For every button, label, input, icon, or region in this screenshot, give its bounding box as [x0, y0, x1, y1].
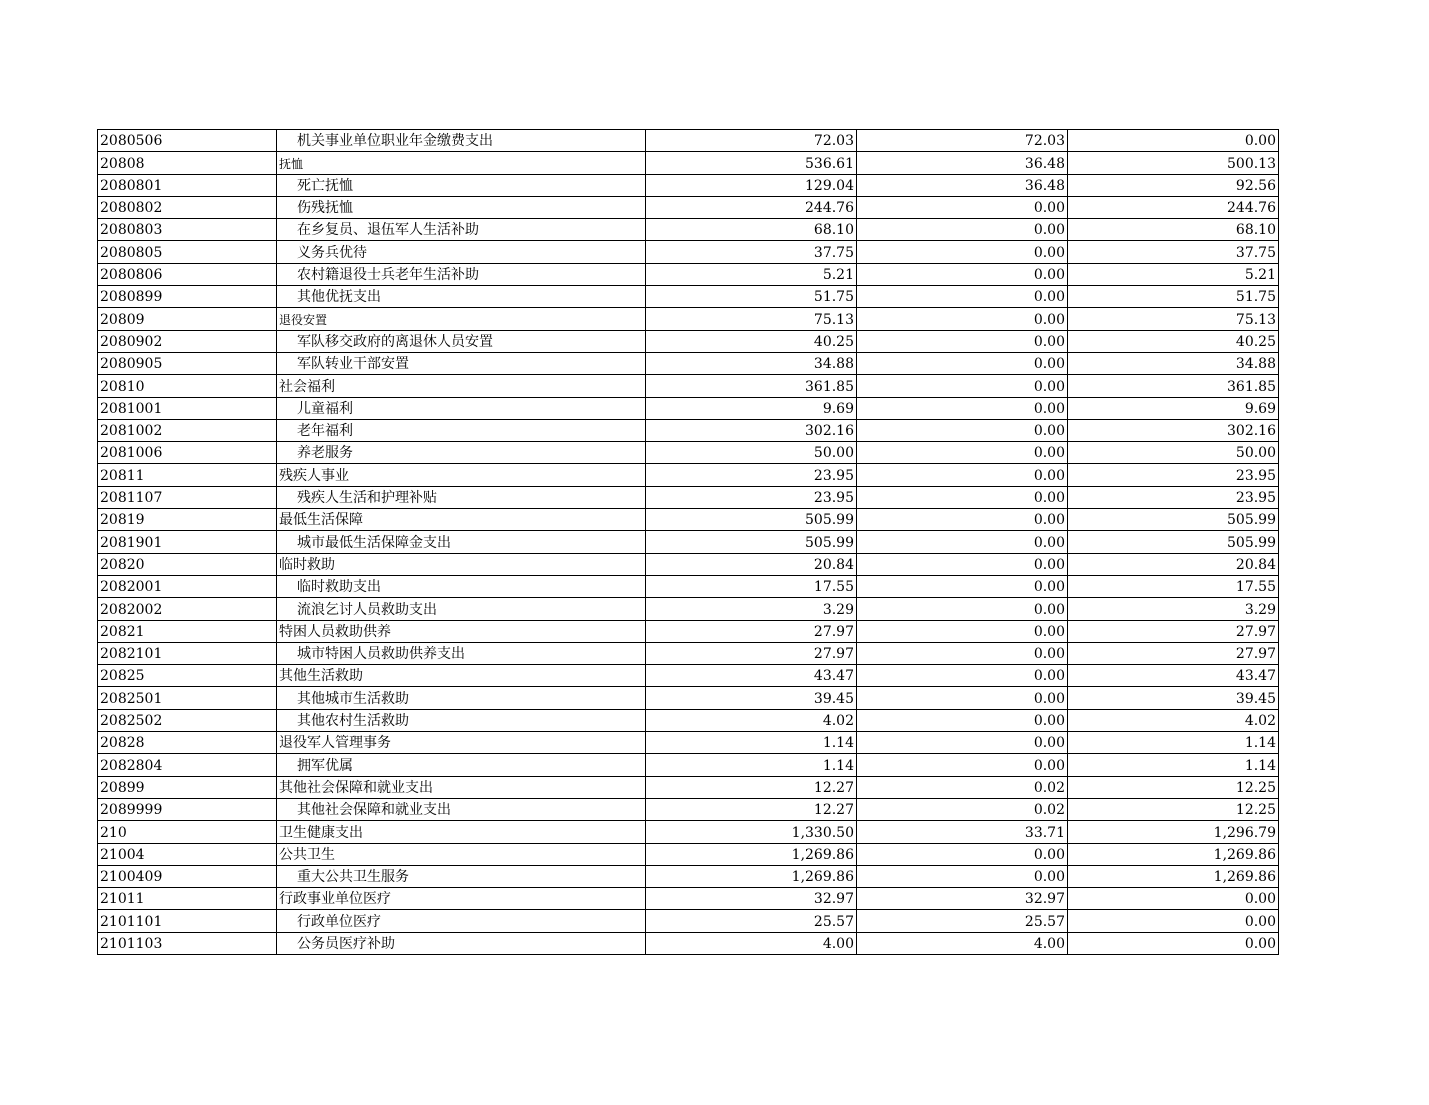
- project-expenditure-cell: 1.14: [1068, 754, 1279, 776]
- subject-name-cell: 军队转业干部安置: [277, 352, 646, 374]
- basic-expenditure-cell: 0.00: [857, 352, 1068, 374]
- subject-code-cell: 20825: [98, 665, 277, 687]
- subject-name-cell: 社会福利: [277, 375, 646, 397]
- basic-expenditure-cell: 0.00: [857, 375, 1068, 397]
- subject-name-cell: 最低生活保障: [277, 509, 646, 531]
- table-row: [98, 174, 1279, 196]
- basic-expenditure-cell: 0.02: [857, 798, 1068, 820]
- subject-name-cell: 临时救助支出: [277, 575, 646, 597]
- project-expenditure-cell: 37.75: [1068, 241, 1279, 263]
- subject-code-cell: 2080802: [98, 196, 277, 218]
- basic-expenditure-cell: 0.00: [857, 397, 1068, 419]
- basic-expenditure-cell: 0.00: [857, 843, 1068, 865]
- basic-expenditure-cell: 4.00: [857, 932, 1068, 954]
- table-row: [98, 598, 1279, 620]
- project-expenditure-cell: 39.45: [1068, 687, 1279, 709]
- subject-code-cell: 20819: [98, 509, 277, 531]
- table-row: [98, 687, 1279, 709]
- subject-name-cell: 其他优抚支出: [277, 286, 646, 308]
- project-expenditure-cell: 27.97: [1068, 620, 1279, 642]
- subject-code-cell: 20808: [98, 152, 277, 174]
- basic-expenditure-cell: 25.57: [857, 910, 1068, 932]
- subject-code-cell: 2082501: [98, 687, 277, 709]
- table-row: [98, 308, 1279, 330]
- total-amount-cell: 1.14: [646, 754, 857, 776]
- project-expenditure-cell: 1,296.79: [1068, 821, 1279, 843]
- basic-expenditure-cell: 0.00: [857, 620, 1068, 642]
- table-row: [98, 442, 1279, 464]
- total-amount-cell: 23.95: [646, 464, 857, 486]
- basic-expenditure-cell: 72.03: [857, 130, 1068, 152]
- subject-name-cell: 行政单位医疗: [277, 910, 646, 932]
- project-expenditure-cell: 0.00: [1068, 910, 1279, 932]
- table-row: [98, 776, 1279, 798]
- subject-name-cell: 其他社会保障和就业支出: [277, 798, 646, 820]
- subject-code-cell: 2089999: [98, 798, 277, 820]
- basic-expenditure-cell: 0.00: [857, 865, 1068, 887]
- subject-code-cell: 20828: [98, 732, 277, 754]
- subject-code-cell: 20811: [98, 464, 277, 486]
- total-amount-cell: 505.99: [646, 531, 857, 553]
- project-expenditure-cell: 500.13: [1068, 152, 1279, 174]
- basic-expenditure-cell: 0.00: [857, 196, 1068, 218]
- basic-expenditure-cell: 0.00: [857, 553, 1068, 575]
- subject-code-cell: 2101101: [98, 910, 277, 932]
- project-expenditure-cell: 43.47: [1068, 665, 1279, 687]
- total-amount-cell: 12.27: [646, 776, 857, 798]
- basic-expenditure-cell: 0.00: [857, 442, 1068, 464]
- table-row: [98, 709, 1279, 731]
- table-row: [98, 732, 1279, 754]
- subject-code-cell: 20810: [98, 375, 277, 397]
- basic-expenditure-cell: 0.00: [857, 241, 1068, 263]
- subject-code-cell: 2081901: [98, 531, 277, 553]
- table-row: [98, 553, 1279, 575]
- project-expenditure-cell: 40.25: [1068, 330, 1279, 352]
- table-row: [98, 241, 1279, 263]
- subject-name-cell: 临时救助: [277, 553, 646, 575]
- table-row: [98, 665, 1279, 687]
- total-amount-cell: 536.61: [646, 152, 857, 174]
- table-row: [98, 464, 1279, 486]
- project-expenditure-cell: 9.69: [1068, 397, 1279, 419]
- total-amount-cell: 37.75: [646, 241, 857, 263]
- project-expenditure-cell: 1,269.86: [1068, 865, 1279, 887]
- project-expenditure-cell: 302.16: [1068, 419, 1279, 441]
- project-expenditure-cell: 23.95: [1068, 486, 1279, 508]
- table-row: [98, 575, 1279, 597]
- total-amount-cell: 32.97: [646, 888, 857, 910]
- subject-code-cell: 20821: [98, 620, 277, 642]
- total-amount-cell: 34.88: [646, 352, 857, 374]
- basic-expenditure-cell: 0.00: [857, 286, 1068, 308]
- table-row: [98, 263, 1279, 285]
- basic-expenditure-cell: 0.00: [857, 308, 1068, 330]
- table-row: [98, 286, 1279, 308]
- total-amount-cell: 68.10: [646, 219, 857, 241]
- basic-expenditure-cell: 0.00: [857, 263, 1068, 285]
- subject-code-cell: 20809: [98, 308, 277, 330]
- table-row: [98, 932, 1279, 954]
- table-row: [98, 219, 1279, 241]
- subject-code-cell: 2080506: [98, 130, 277, 152]
- total-amount-cell: 1,269.86: [646, 843, 857, 865]
- basic-expenditure-cell: 0.00: [857, 709, 1068, 731]
- project-expenditure-cell: 5.21: [1068, 263, 1279, 285]
- table-row: [98, 642, 1279, 664]
- subject-code-cell: 21011: [98, 888, 277, 910]
- total-amount-cell: 40.25: [646, 330, 857, 352]
- table-row: [98, 486, 1279, 508]
- subject-name-cell: 在乡复员、退伍军人生活补助: [277, 219, 646, 241]
- table-row: [98, 910, 1279, 932]
- table-row: [98, 754, 1279, 776]
- table-row: [98, 888, 1279, 910]
- subject-name-cell: 义务兵优待: [277, 241, 646, 263]
- project-expenditure-cell: 75.13: [1068, 308, 1279, 330]
- project-expenditure-cell: 1.14: [1068, 732, 1279, 754]
- subject-code-cell: 210: [98, 821, 277, 843]
- total-amount-cell: 43.47: [646, 665, 857, 687]
- project-expenditure-cell: 12.25: [1068, 776, 1279, 798]
- total-amount-cell: 12.27: [646, 798, 857, 820]
- project-expenditure-cell: 23.95: [1068, 464, 1279, 486]
- total-amount-cell: 51.75: [646, 286, 857, 308]
- project-expenditure-cell: 1,269.86: [1068, 843, 1279, 865]
- basic-expenditure-cell: 0.00: [857, 598, 1068, 620]
- subject-name-cell: 重大公共卫生服务: [277, 865, 646, 887]
- subject-name-cell: 军队移交政府的离退休人员安置: [277, 330, 646, 352]
- project-expenditure-cell: 505.99: [1068, 509, 1279, 531]
- basic-expenditure-cell: 0.00: [857, 531, 1068, 553]
- total-amount-cell: 27.97: [646, 620, 857, 642]
- subject-name-cell: 儿童福利: [277, 397, 646, 419]
- basic-expenditure-cell: 0.00: [857, 665, 1068, 687]
- total-amount-cell: 39.45: [646, 687, 857, 709]
- project-expenditure-cell: 68.10: [1068, 219, 1279, 241]
- subject-name-cell: 其他生活救助: [277, 665, 646, 687]
- budget-table-body: [98, 130, 1279, 955]
- subject-name-cell: 机关事业单位职业年金缴费支出: [277, 130, 646, 152]
- total-amount-cell: 129.04: [646, 174, 857, 196]
- subject-code-cell: 20820: [98, 553, 277, 575]
- subject-name-cell: 特困人员救助供养: [277, 620, 646, 642]
- subject-name-cell: 行政事业单位医疗: [277, 888, 646, 910]
- project-expenditure-cell: 34.88: [1068, 352, 1279, 374]
- table-row: [98, 196, 1279, 218]
- project-expenditure-cell: 12.25: [1068, 798, 1279, 820]
- basic-expenditure-cell: 0.00: [857, 330, 1068, 352]
- subject-code-cell: 2080805: [98, 241, 277, 263]
- basic-expenditure-cell: 0.00: [857, 464, 1068, 486]
- subject-code-cell: 2082502: [98, 709, 277, 731]
- project-expenditure-cell: 50.00: [1068, 442, 1279, 464]
- subject-name-cell: 公务员医疗补助: [277, 932, 646, 954]
- basic-expenditure-cell: 36.48: [857, 152, 1068, 174]
- subject-name-cell: 流浪乞讨人员救助支出: [277, 598, 646, 620]
- project-expenditure-cell: 51.75: [1068, 286, 1279, 308]
- subject-name-cell: 残疾人事业: [277, 464, 646, 486]
- subject-name-cell: 拥军优属: [277, 754, 646, 776]
- subject-code-cell: 2082804: [98, 754, 277, 776]
- subject-name-cell: 其他农村生活救助: [277, 709, 646, 731]
- subject-name-cell: 伤残抚恤: [277, 196, 646, 218]
- total-amount-cell: 4.00: [646, 932, 857, 954]
- project-expenditure-cell: 244.76: [1068, 196, 1279, 218]
- table-row: [98, 152, 1279, 174]
- subject-name-cell: 残疾人生活和护理补贴: [277, 486, 646, 508]
- table-row: [98, 419, 1279, 441]
- total-amount-cell: 1,330.50: [646, 821, 857, 843]
- total-amount-cell: 302.16: [646, 419, 857, 441]
- subject-name-cell: 公共卫生: [277, 843, 646, 865]
- subject-code-cell: 2080806: [98, 263, 277, 285]
- subject-code-cell: 2081107: [98, 486, 277, 508]
- total-amount-cell: 1.14: [646, 732, 857, 754]
- basic-expenditure-cell: 32.97: [857, 888, 1068, 910]
- subject-name-cell: 卫生健康支出: [277, 821, 646, 843]
- total-amount-cell: 505.99: [646, 509, 857, 531]
- total-amount-cell: 75.13: [646, 308, 857, 330]
- subject-name-cell: 死亡抚恤: [277, 174, 646, 196]
- total-amount-cell: 20.84: [646, 553, 857, 575]
- project-expenditure-cell: 27.97: [1068, 642, 1279, 664]
- subject-code-cell: 2082002: [98, 598, 277, 620]
- subject-name-cell: 退役安置: [277, 308, 646, 330]
- table-row: [98, 352, 1279, 374]
- total-amount-cell: 50.00: [646, 442, 857, 464]
- subject-name-cell: 其他社会保障和就业支出: [277, 776, 646, 798]
- subject-name-cell: 养老服务: [277, 442, 646, 464]
- total-amount-cell: 25.57: [646, 910, 857, 932]
- subject-code-cell: 2081001: [98, 397, 277, 419]
- subject-name-cell: 农村籍退役士兵老年生活补助: [277, 263, 646, 285]
- project-expenditure-cell: 3.29: [1068, 598, 1279, 620]
- basic-expenditure-cell: 0.00: [857, 754, 1068, 776]
- subject-name-cell: 退役军人管理事务: [277, 732, 646, 754]
- subject-code-cell: 2080899: [98, 286, 277, 308]
- total-amount-cell: 244.76: [646, 196, 857, 218]
- subject-code-cell: 2081006: [98, 442, 277, 464]
- basic-expenditure-cell: 33.71: [857, 821, 1068, 843]
- total-amount-cell: 23.95: [646, 486, 857, 508]
- project-expenditure-cell: 361.85: [1068, 375, 1279, 397]
- project-expenditure-cell: 505.99: [1068, 531, 1279, 553]
- table-row: [98, 865, 1279, 887]
- project-expenditure-cell: 4.02: [1068, 709, 1279, 731]
- subject-name-cell: 城市最低生活保障金支出: [277, 531, 646, 553]
- total-amount-cell: 361.85: [646, 375, 857, 397]
- basic-expenditure-cell: 0.00: [857, 419, 1068, 441]
- basic-expenditure-cell: 0.00: [857, 732, 1068, 754]
- basic-expenditure-cell: 36.48: [857, 174, 1068, 196]
- total-amount-cell: 17.55: [646, 575, 857, 597]
- budget-table: [97, 129, 1279, 955]
- table-row: [98, 620, 1279, 642]
- project-expenditure-cell: 20.84: [1068, 553, 1279, 575]
- subject-code-cell: 2080905: [98, 352, 277, 374]
- basic-expenditure-cell: 0.00: [857, 687, 1068, 709]
- total-amount-cell: 9.69: [646, 397, 857, 419]
- subject-name-cell: 城市特困人员救助供养支出: [277, 642, 646, 664]
- subject-code-cell: 2080801: [98, 174, 277, 196]
- basic-expenditure-cell: 0.00: [857, 486, 1068, 508]
- table-row: [98, 821, 1279, 843]
- subject-code-cell: 2101103: [98, 932, 277, 954]
- total-amount-cell: 1,269.86: [646, 865, 857, 887]
- basic-expenditure-cell: 0.00: [857, 509, 1068, 531]
- basic-expenditure-cell: 0.00: [857, 642, 1068, 664]
- basic-expenditure-cell: 0.00: [857, 575, 1068, 597]
- subject-code-cell: 2082001: [98, 575, 277, 597]
- subject-code-cell: 20899: [98, 776, 277, 798]
- project-expenditure-cell: 92.56: [1068, 174, 1279, 196]
- project-expenditure-cell: 0.00: [1068, 932, 1279, 954]
- table-row: [98, 509, 1279, 531]
- table-row: [98, 130, 1279, 152]
- subject-name-cell: 抚恤: [277, 152, 646, 174]
- project-expenditure-cell: 0.00: [1068, 888, 1279, 910]
- project-expenditure-cell: 17.55: [1068, 575, 1279, 597]
- total-amount-cell: 3.29: [646, 598, 857, 620]
- total-amount-cell: 72.03: [646, 130, 857, 152]
- subject-code-cell: 2081002: [98, 419, 277, 441]
- subject-code-cell: 2080803: [98, 219, 277, 241]
- table-row: [98, 375, 1279, 397]
- project-expenditure-cell: 0.00: [1068, 130, 1279, 152]
- subject-code-cell: 21004: [98, 843, 277, 865]
- subject-code-cell: 2100409: [98, 865, 277, 887]
- table-row: [98, 531, 1279, 553]
- table-row: [98, 397, 1279, 419]
- table-row: [98, 798, 1279, 820]
- subject-name-cell: 其他城市生活救助: [277, 687, 646, 709]
- total-amount-cell: 5.21: [646, 263, 857, 285]
- subject-name-cell: 老年福利: [277, 419, 646, 441]
- table-row: [98, 330, 1279, 352]
- total-amount-cell: 27.97: [646, 642, 857, 664]
- subject-code-cell: 2080902: [98, 330, 277, 352]
- basic-expenditure-cell: 0.02: [857, 776, 1068, 798]
- table-row: [98, 843, 1279, 865]
- subject-code-cell: 2082101: [98, 642, 277, 664]
- total-amount-cell: 4.02: [646, 709, 857, 731]
- basic-expenditure-cell: 0.00: [857, 219, 1068, 241]
